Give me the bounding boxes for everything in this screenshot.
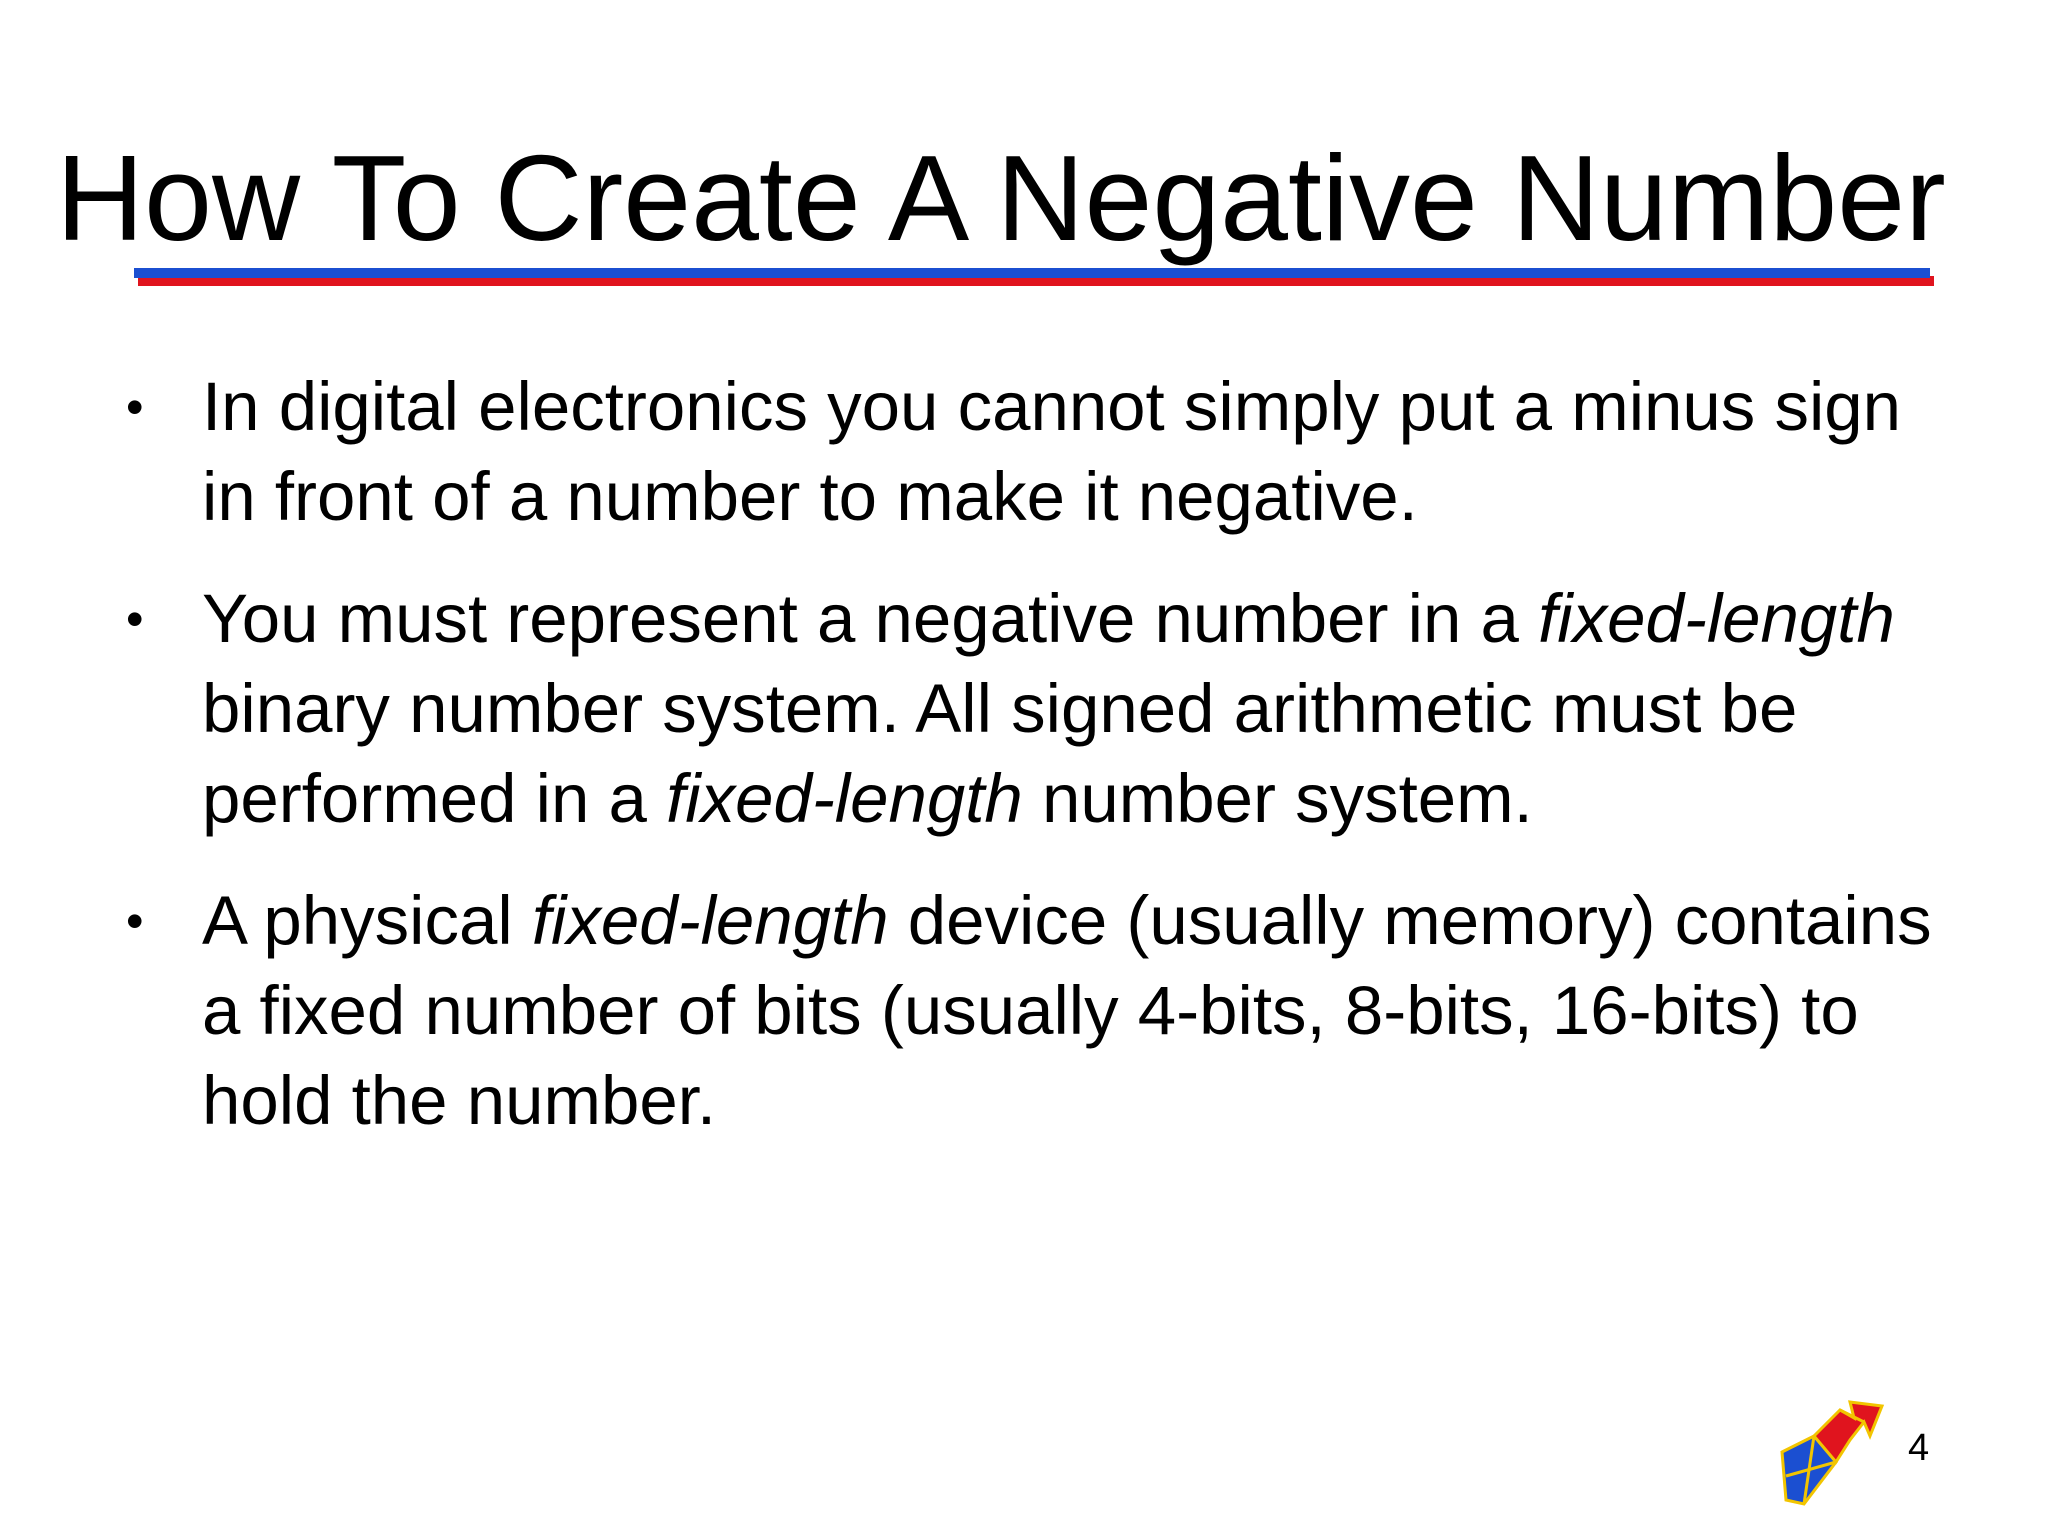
bullet-text-run: binary number system. All signed arithmetic must be performed in a: [202, 670, 1798, 837]
bullet-icon: •: [126, 379, 144, 435]
bullet-text-run: device (usually memory) contains a fixed number of bits (usually 4-bits, 8-bits, 16-bits) to hold the number.: [202, 882, 1932, 1139]
bullet-text-emphasis: fixed-length: [1538, 580, 1895, 657]
bullet-text-emphasis: fixed-length: [531, 882, 889, 959]
arrow-logo-icon: [1776, 1400, 1886, 1510]
bullet-text-run: number system.: [1022, 760, 1533, 837]
bullet-item: [120, 362, 1940, 542]
bullet-text: [202, 368, 1901, 535]
bullet-text-emphasis: fixed-length: [666, 760, 1023, 837]
page-number: 4: [1908, 1427, 1930, 1469]
bullet-icon: •: [126, 893, 144, 949]
bullet-icon: •: [126, 591, 144, 647]
bullet-text: [202, 580, 1895, 837]
slide-title: How To Create A Negative Number: [56, 130, 1946, 266]
bullet-text-run: You must represent a negative number in a: [202, 580, 1539, 657]
bullet-text: [202, 882, 1932, 1139]
title-underline-blue: [134, 268, 1930, 278]
bullet-item: [120, 574, 1940, 844]
bullet-list: [120, 362, 1940, 1178]
bullet-item: [120, 876, 1940, 1146]
bullet-text-run: A physical: [202, 882, 532, 959]
bullet-text-run: In digital electronics you cannot simply put a minus sign in front of a number to make it negative.: [202, 368, 1902, 535]
